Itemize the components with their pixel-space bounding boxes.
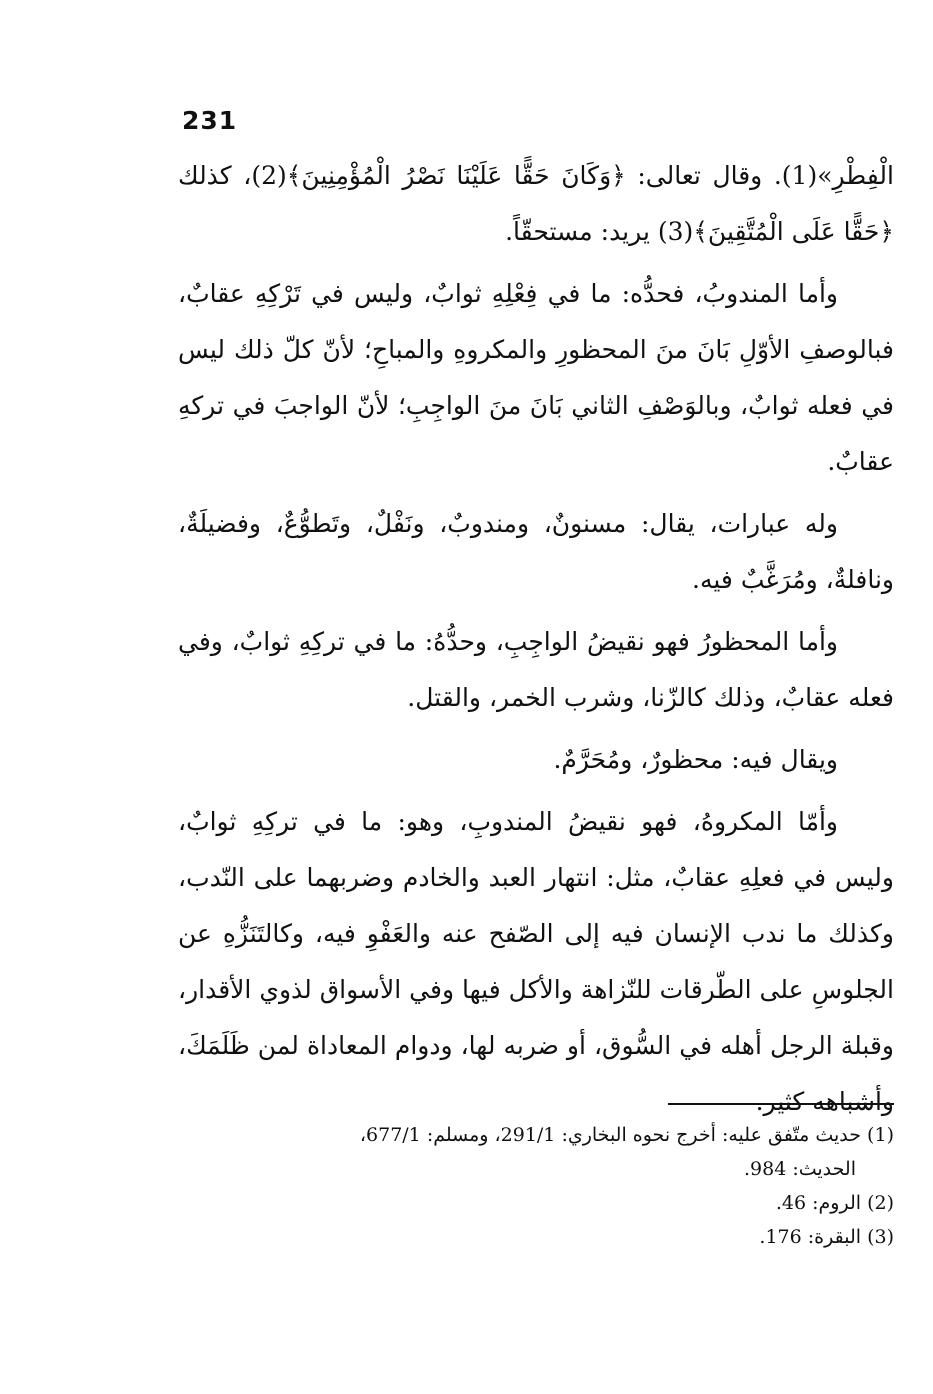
footnote-1-continuation: الحديث: 984. — [743, 1158, 856, 1180]
paragraph: وله عبارات، يقال: مسنونٌ، ومندوبٌ، ونَفْلٌ، وتَطوُّعٌ، وفضيلَةٌ، ونافلةٌ، ومُرَغَّبٌ فيه. — [178, 509, 894, 594]
paragraph: ويقال فيه: محظورٌ، ومُحَرَّمٌ. — [553, 745, 838, 774]
paragraph: وأمّا المكروهُ، فهو نقيضُ المندوبِ، وهو: ما في تركِهِ ثوابٌ، وليس في فعلِهِ عقابٌ، مثل: انتهار العبد والخادم وضربهما على النّدب، وكذلك ما ندب الإنسان فيه إلى الصّفح عنه والعَفْوِ فيه، وكالتَنَزُّهِ عن الجلوسِ على الطّرقات للنّزاهة والأكل فيها وفي الأسواق لذوي الأقدار، وقبلة الرجل أهله في السُّوق، أو ضربه لها، ودوام المعاداة لمن ظَلَمَكَ، وأشباهه كثير. — [178, 807, 894, 1116]
body-text — [178, 148, 894, 1136]
page-number: 231 — [182, 106, 238, 135]
footnotes — [178, 1118, 894, 1254]
footnote-3: (3) البقرة: 176. — [759, 1226, 894, 1248]
paragraph: وأما المحظورُ فهو نقيضُ الواجِبِ، وحدُّهُ: ما في تركِهِ ثوابٌ، وفي فعله عقابٌ، وذلك كالزّنا، وشرب الخمر، والقتل. — [178, 627, 894, 712]
footnote-divider — [668, 1103, 894, 1105]
paragraph: الْفِطْرِ»(1). وقال تعالى: ﴿وَكَانَ حَقًّا عَلَيْنَا نَصْرُ الْمُؤْمِنِينَ﴾(2)، كذلك ﴿حَقًّا عَلَى الْمُتَّقِينَ﴾(3) يريد: مستحقّاً. — [178, 161, 894, 246]
footnote-1: (1) حديث متّفق عليه: أخرج نحوه البخاري: 291/1، ومسلم: 677/1، — [359, 1124, 894, 1146]
paragraph: وأما المندوبُ، فحدُّه: ما في فِعْلِهِ ثوابٌ، وليس في تَرْكِهِ عقابٌ، فبالوصفِ الأوّلِ بَانَ منَ المحظورِ والمكروهِ والمباحِ؛ لأنّ كلّ ذلك ليس في فعله ثوابٌ، وبالوَصْفِ الثاني بَانَ منَ الواجِبِ؛ لأنّ الواجبَ في تركهِ عقابٌ. — [178, 279, 894, 476]
footnote-2: (2) الروم: 46. — [775, 1192, 894, 1214]
